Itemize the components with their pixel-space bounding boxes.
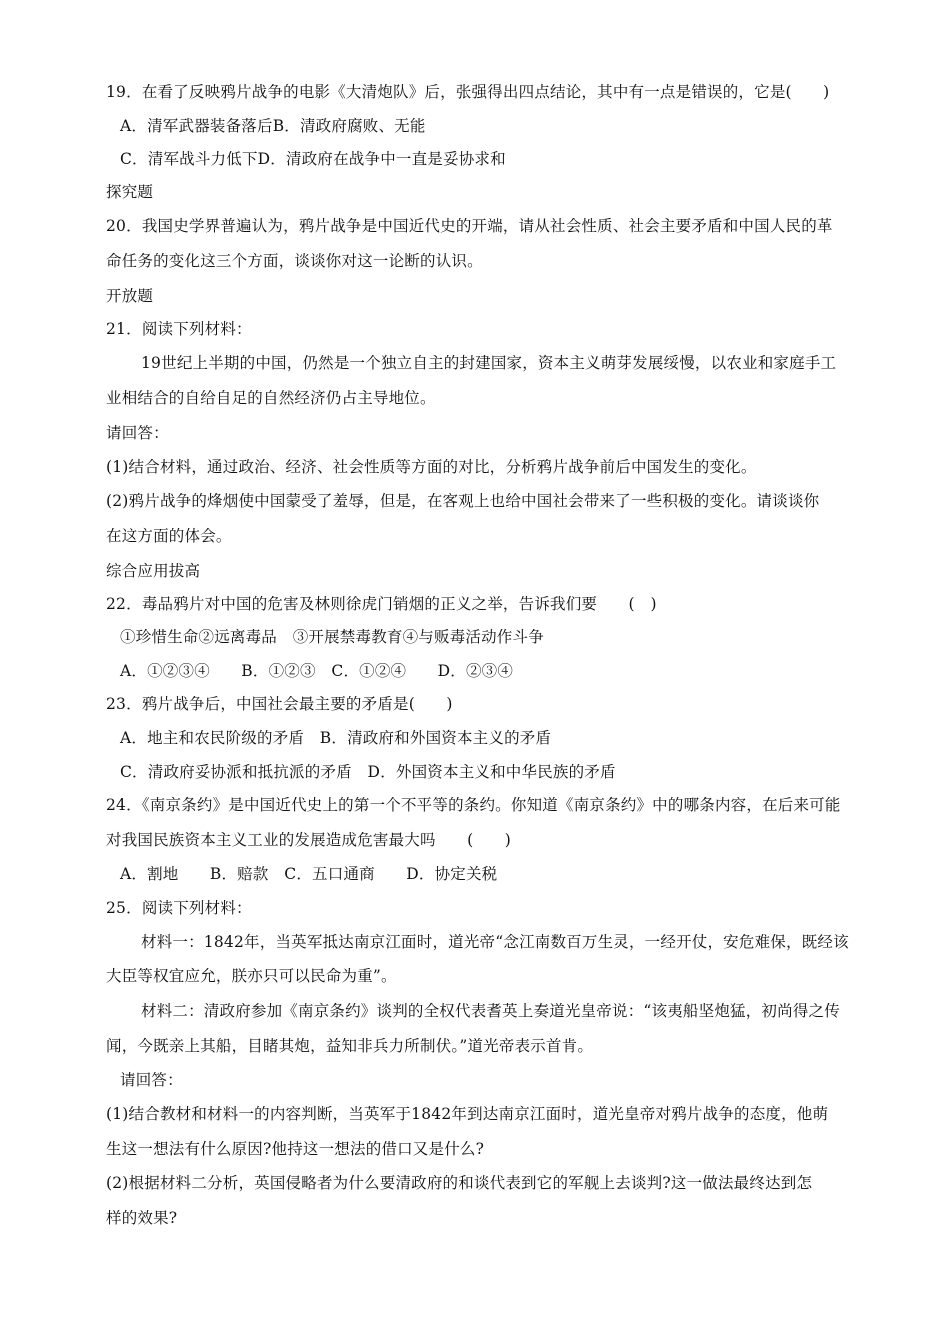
- question-22-options: A．①②③④ B．①②③ C．①②④ D．②③④: [120, 662, 514, 680]
- question-25-material-2-line-1: 材料二：清政府参加《南京条约》谈判的全权代表耆英上奏道光皇帝说：“该夷船坚炮猛，初尚得之传: [141, 1002, 840, 1020]
- question-21-sub-2-line-1: (2)鸦片战争的烽烟使中国蒙受了羞辱，但是，在客观上也给中国社会带来了一些积极的变化。请谈谈你: [106, 492, 820, 510]
- question-25-material-2-line-2: 闻，今既亲上其船，目睹其炮，益知非兵力所制伏。”道光帝表示首肯。: [106, 1037, 594, 1055]
- section-heading-comprehensive: 综合应用拔高: [106, 562, 201, 580]
- question-22-items: ①珍惜生命②远离毒品 ③开展禁毒教育④与贩毒活动作斗争: [120, 628, 544, 646]
- question-25-sub-2-line-1: (2)根据材料二分析，英国侵略者为什么要清政府的和谈代表到它的军舰上去谈判?这一做法最终达到怎: [106, 1174, 813, 1192]
- question-25-sub-1-line-2: 生这一想法有什么原因?他持这一想法的借口又是什么?: [106, 1140, 485, 1158]
- question-21-sub-2-line-2: 在这方面的体会。: [106, 527, 232, 545]
- question-25-sub-1-line-1: (1)结合教材和材料一的内容判断，当英军于1842年到达南京江面时，道光皇帝对鸦片战争的态度，他萌: [106, 1105, 829, 1123]
- question-23-options-cd: C．清政府妥协派和抵抗派的矛盾 D．外国资本主义和中华民族的矛盾: [120, 763, 616, 781]
- question-25-stem: 25．阅读下列材料：: [106, 899, 252, 917]
- question-23-stem: 23．鸦片战争后，中国社会最主要的矛盾是( ): [106, 695, 453, 713]
- question-20-stem-line-2: 命任务的变化这三个方面，谈谈你对这一论断的认识。: [106, 252, 483, 270]
- question-21-material-line-1: 19世纪上半期的中国，仍然是一个独立自主的封建国家，资本主义萌芽发展绥慢，以农业和家庭手工: [141, 354, 837, 372]
- question-25-material-1-line-2: 大臣等权宜应允，朕亦只可以民命为重”。: [106, 967, 397, 985]
- question-25-material-1-line-1: 材料一：1842年，当英军抵达南京江面时，道光帝“念江南数百万生灵，一经开仗，安危难保，既经该: [141, 933, 849, 951]
- question-24-stem-line-1: 24．《南京条约》是中国近代史上的第一个不平等的条约。你知道《南京条约》中的哪条内容，在后来可能: [106, 796, 841, 814]
- question-19-options-cd: C．清军战斗力低下D．清政府在战争中一直是妥协求和: [120, 150, 506, 168]
- section-heading-open: 开放题: [106, 287, 154, 305]
- question-25-prompt: 请回答：: [120, 1071, 183, 1089]
- question-25-sub-2-line-2: 样的效果?: [106, 1209, 178, 1227]
- question-23-options-ab: A．地主和农民阶级的矛盾 B．清政府和外国资本主义的矛盾: [120, 729, 552, 747]
- question-19-stem: 19．在看了反映鸦片战争的电影《大清炮队》后，张强得出四点结论，其中有一点是错误的，它是( ): [106, 83, 830, 101]
- question-24-stem-line-2: 对我国民族资本主义工业的发展造成危害最大吗 ( ): [106, 831, 511, 849]
- question-21-sub-1: (1)结合材料，通过政治、经济、社会性质等方面的对比，分析鸦片战争前后中国发生的变化。: [106, 458, 757, 476]
- question-20-stem-line-1: 20．我国史学界普遍认为，鸦片战争是中国近代史的开端，请从社会性质、社会主要矛盾和中国人民的革: [106, 217, 833, 235]
- question-22-stem: 22．毒品鸦片对中国的危害及林则徐虎门销烟的正义之举，告诉我们要 ( ): [106, 595, 657, 613]
- question-24-options: A．割地 B．赔款 C．五口通商 D．协定关税: [120, 865, 498, 883]
- question-21-prompt: 请回答：: [106, 424, 169, 442]
- question-21-stem: 21．阅读下列材料：: [106, 320, 252, 338]
- question-21-material-line-2: 业相结合的自给自足的自然经济仍占主导地位。: [106, 389, 436, 407]
- question-19-options-ab: A．清军武器装备落后B．清政府腐败、无能: [120, 117, 426, 135]
- section-heading-explore: 探究题: [106, 183, 154, 201]
